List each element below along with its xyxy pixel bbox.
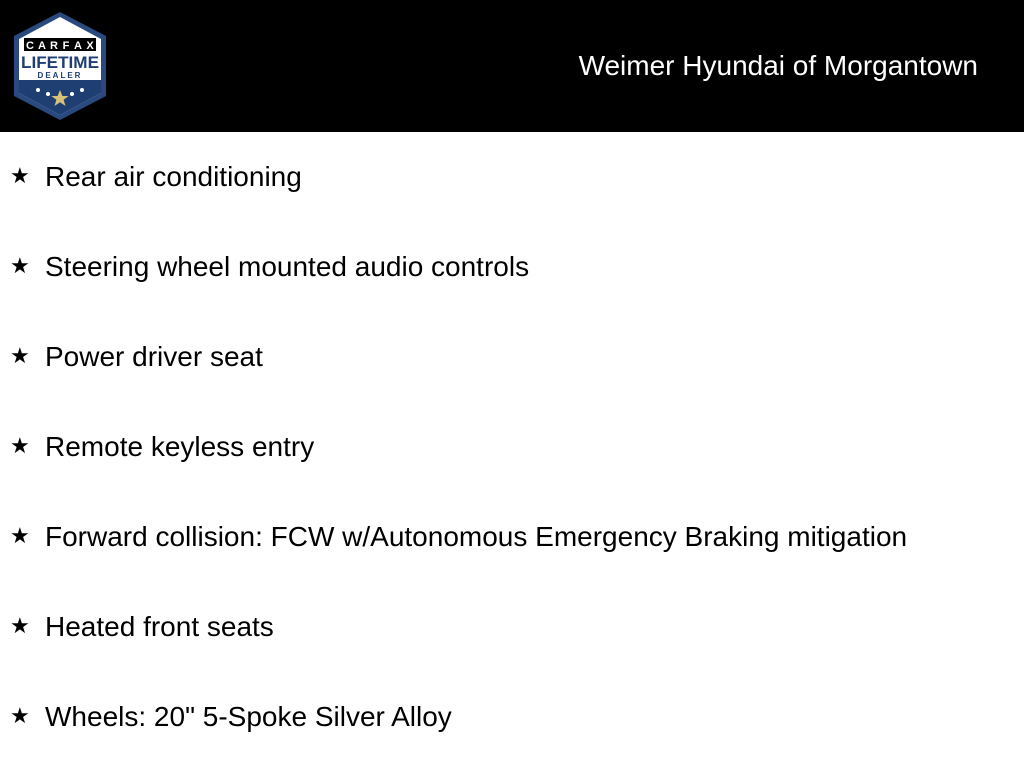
feature-label: Power driver seat bbox=[45, 341, 263, 372]
feature-label: Steering wheel mounted audio controls bbox=[45, 251, 530, 282]
svg-text:A: A bbox=[74, 40, 82, 52]
star-icon: ★ bbox=[10, 343, 30, 368]
svg-text:LIFETIME: LIFETIME bbox=[21, 53, 99, 72]
svg-text:A: A bbox=[38, 40, 46, 52]
feature-label: Forward collision: FCW w/Autonomous Emergency Braking mitigation bbox=[45, 521, 908, 552]
star-icon: ★ bbox=[10, 703, 30, 728]
star-icon: ★ bbox=[10, 253, 30, 278]
carfax-badge-icon bbox=[10, 10, 110, 122]
feature-label: Rear air conditioning bbox=[45, 161, 302, 192]
feature-label: Remote keyless entry bbox=[45, 431, 315, 462]
svg-text:C: C bbox=[26, 40, 34, 52]
feature-label: Wheels: 20" 5-Spoke Silver Alloy bbox=[45, 701, 452, 732]
feature-item bbox=[0, 160, 1024, 200]
carfax-lifetime-dealer-logo bbox=[10, 10, 110, 122]
feature-item bbox=[0, 700, 1024, 740]
feature-item bbox=[0, 340, 1024, 380]
svg-text:DEALER: DEALER bbox=[37, 71, 83, 80]
feature-item bbox=[0, 520, 1024, 560]
svg-text:X: X bbox=[86, 40, 94, 52]
star-icon: ★ bbox=[10, 433, 30, 458]
header-bar bbox=[0, 0, 1024, 132]
svg-text:R: R bbox=[50, 40, 58, 52]
feature-item bbox=[0, 430, 1024, 470]
feature-item bbox=[0, 250, 1024, 290]
feature-item bbox=[0, 610, 1024, 650]
star-icon: ★ bbox=[10, 613, 30, 638]
svg-text:F: F bbox=[62, 40, 70, 52]
star-icon: ★ bbox=[10, 163, 30, 188]
feature-label: Heated front seats bbox=[45, 611, 274, 642]
dealer-name: Weimer Hyundai of Morgantown bbox=[578, 50, 978, 81]
star-icon: ★ bbox=[10, 523, 30, 548]
